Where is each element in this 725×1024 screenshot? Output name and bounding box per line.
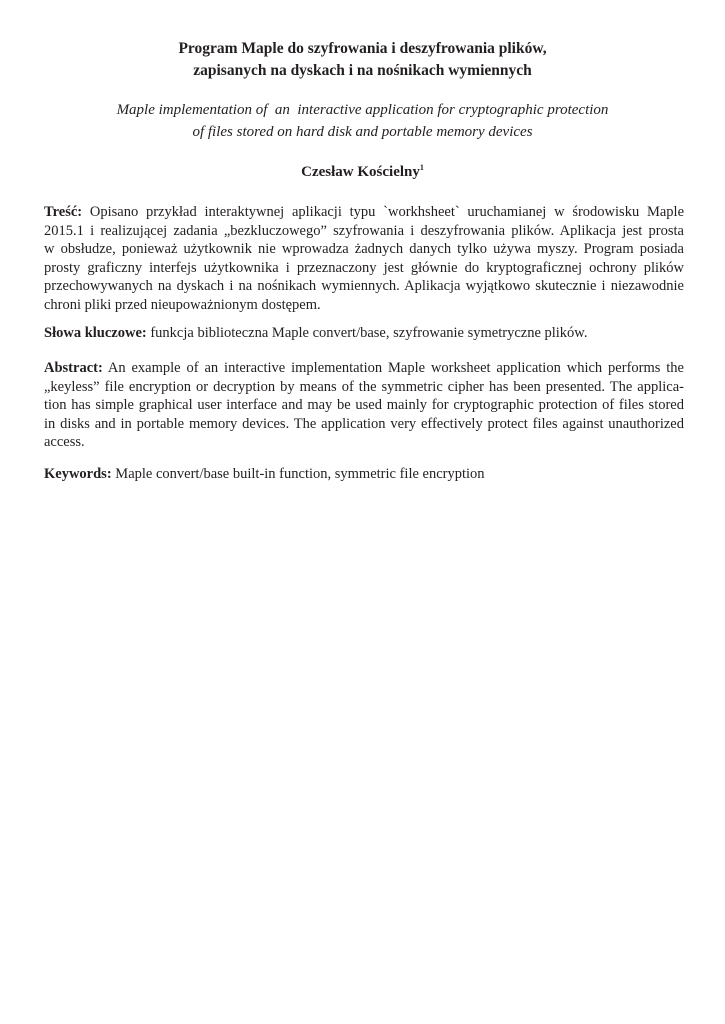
- abstract-english-line: tion has simple graphical user interface and may be used mainly for cryptographic protection of files stored: [44, 397, 684, 414]
- english-title: [0, 99, 725, 143]
- abstract-polish-line: [44, 203, 684, 222]
- abstract-english-text: An example of an interactive implementation Maple worksheet application which performs the: [102, 360, 684, 376]
- keywords-english-text: Maple convert/base built-in function, symmetric file encryption: [111, 466, 485, 482]
- abstract-english: [44, 359, 684, 452]
- abstract-english-line: in disks and in portable memory devices. The application very effectively protect files against unauthorized: [44, 415, 684, 432]
- abstract-polish-label: Treść:: [44, 204, 83, 220]
- abstract-english-line: [44, 359, 684, 378]
- english-title-line-1: Maple implementation of an interactive application for cryptographic protection: [116, 102, 609, 118]
- abstract-polish-line: przechowywanych na dyskach i na nośnikach wymiennych. Aplikacja wyjątkowo skutecznie i niezawodnie: [44, 278, 684, 295]
- paper-title: [0, 38, 725, 82]
- keywords-polish-label: Słowa kluczowe:: [44, 325, 147, 341]
- keywords-polish: [44, 324, 684, 343]
- title-line-2: zapisanych na dyskach i na nośnikach wymiennych: [193, 62, 532, 79]
- keywords-polish-line: [44, 324, 684, 343]
- author: [0, 162, 725, 182]
- abstract-english-label: Abstract:: [44, 360, 103, 376]
- title-line-1: Program Maple do szyfrowania i deszyfrowania plików,: [178, 40, 547, 57]
- keywords-english-line: [44, 465, 684, 484]
- abstract-english-line: access.: [44, 434, 85, 451]
- abstract-polish: [44, 203, 684, 315]
- abstract-polish-line: w obsłudze, ponieważ użytkownik nie wprowadza żadnych danych tylko używa myszy. Program posiada: [44, 241, 684, 258]
- author-footnote-mark: 1: [419, 163, 424, 172]
- keywords-polish-text: funkcja biblioteczna Maple convert/base, szyfrowanie symetryczne plików.: [146, 325, 588, 341]
- abstract-polish-line: prosty graficzny interfejs użytkownika i przeznaczony jest głównie do kryptograficznej ochrony plików: [44, 259, 684, 276]
- keywords-english-label: Keywords:: [44, 466, 112, 482]
- abstract-polish-line: chroni pliki przed nieupoważnionym dostępem.: [44, 296, 321, 313]
- author-name: Czesław Kościelny: [301, 164, 420, 180]
- abstract-english-line: „keyless” file encryption or decryption by means of the symmetric cipher has been presented. The applica-: [44, 378, 684, 395]
- keywords-english: [44, 465, 684, 484]
- abstract-polish-text: Opisano przykład interaktywnej aplikacji typu `workhsheet` uruchamianej w środowisku Maple: [82, 204, 684, 220]
- abstract-polish-line: 2015.1 i realizującej zadania „bezkluczowego” szyfrowania i deszyfrowania plików. Aplikacja jest prosta: [44, 222, 684, 239]
- english-title-line-2: of files stored on hard disk and portable memory devices: [192, 124, 533, 140]
